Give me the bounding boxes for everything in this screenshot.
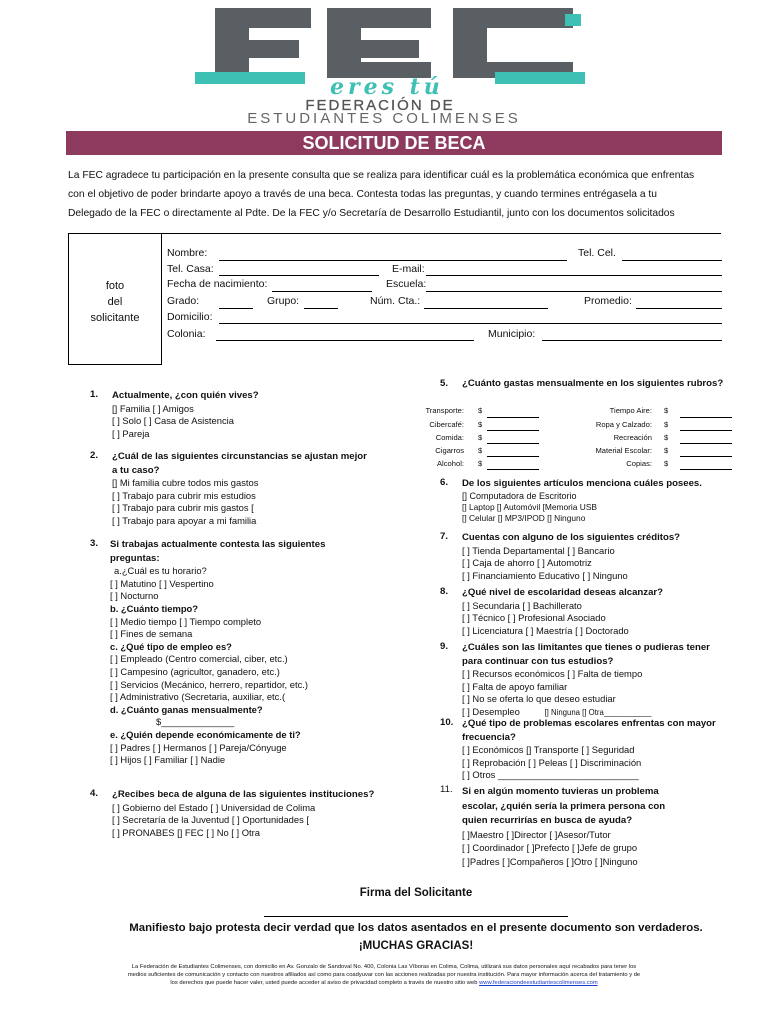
currency-sign: $ bbox=[664, 420, 669, 429]
question-11 bbox=[462, 784, 732, 869]
q4-text: ¿Recibes beca de alguna de las siguientes instituciones? bbox=[112, 789, 375, 800]
currency-sign: $ bbox=[664, 433, 669, 442]
q11-option[interactable]: [ ]Maestro [ ]Director [ ]Asesor/Tutor bbox=[462, 828, 611, 840]
promedio-field[interactable] bbox=[636, 308, 722, 309]
question-8 bbox=[462, 586, 732, 637]
currency-sign: $ bbox=[664, 446, 669, 455]
q11-number: 11. bbox=[440, 784, 453, 795]
question-10 bbox=[462, 717, 732, 782]
fecha-nac-label: Fecha de nacimiento: bbox=[167, 278, 268, 290]
question-2 bbox=[112, 450, 392, 528]
form-top-border bbox=[161, 233, 721, 364]
q3-line: a.¿Cuál es tu horario? bbox=[114, 565, 207, 577]
firma-line[interactable] bbox=[264, 916, 568, 917]
q7-number: 7. bbox=[440, 531, 449, 542]
currency-sign: $ bbox=[478, 433, 483, 442]
footer-line bbox=[74, 979, 694, 987]
expense-label: Cibercafé: bbox=[429, 420, 464, 429]
firma-label: Firma del Solicitante bbox=[359, 887, 473, 899]
q3-option[interactable]: [ ] Matutino [ ] Vespertino bbox=[110, 577, 214, 589]
tel-cel-label: Tel. Cel. bbox=[578, 247, 616, 259]
q3-option[interactable]: [ ] Padres [ ] Hermanos [ ] Pareja/Cónyuge bbox=[110, 741, 287, 753]
grado-field[interactable] bbox=[219, 308, 253, 309]
q7-text: Cuentas con alguno de los siguientes créditos? bbox=[462, 532, 681, 543]
expense-label: Comida: bbox=[435, 433, 464, 442]
q2-text: a tu caso? bbox=[112, 464, 160, 476]
colonia-label: Colonia: bbox=[167, 328, 206, 340]
escuela-field[interactable] bbox=[426, 291, 722, 292]
intro-line: Delegado de la FEC o directamente al Pdte. De la FEC y/o Secretaría de Desarrollo Estudiantil, junto con los documentos solicitados bbox=[68, 208, 675, 219]
q6-option[interactable]: [] Celular [] MP3/IPOD [] Ninguno bbox=[462, 512, 586, 523]
q9-option[interactable]: [ ] Desempleo bbox=[462, 705, 520, 717]
expense-label: Ropa y Calzado: bbox=[595, 420, 652, 429]
q9-option[interactable]: [ ] No se oferta lo que deseo estudiar bbox=[462, 693, 616, 705]
q9-option[interactable]: [ ] Falta de apoyo familiar bbox=[462, 680, 568, 692]
q11-option[interactable]: [ ] Coordinador [ ]Prefecto [ ]Jefe de grupo bbox=[462, 842, 638, 854]
footer-link[interactable]: www.federaciondeestudiantescolimenses.com bbox=[479, 980, 598, 987]
fecha-nac-field[interactable] bbox=[272, 291, 372, 292]
expense-label: Alcohol: bbox=[436, 459, 464, 468]
q11-text: quien recurrirías en busca de ayuda? bbox=[462, 815, 633, 827]
footer-line: La Federación de Estudiantes Colimenses, con domicilio en Av. Gonzalo de Sandoval No. 400, Colonia Las Víboras en Colima, Colima, utilizará sus datos personales aquí recabados para tener los bbox=[131, 964, 637, 970]
q10-option[interactable]: [ ] Otros ___________________________ bbox=[462, 769, 639, 781]
q9-option[interactable]: [] Ninguna [] Otra___________ bbox=[544, 707, 652, 717]
expense-label: Cigarros bbox=[435, 446, 464, 455]
q8-option[interactable]: [ ] Técnico [ ] Profesional Asociado bbox=[462, 612, 606, 624]
q2-option[interactable]: [ ] Trabajo para cubrir mis estudios bbox=[112, 489, 256, 501]
q3-option[interactable]: [ ] Hijos [ ] Familiar [ ] Nadie bbox=[110, 754, 226, 766]
q7-option[interactable]: [ ] Financiamiento Educativo [ ] Ninguno bbox=[462, 569, 628, 581]
municipio-label: Municipio: bbox=[488, 328, 536, 340]
q1-option[interactable]: [ ] Pareja bbox=[112, 427, 150, 439]
q5-text: ¿Cuánto gastas mensualmente en los siguientes rubros? bbox=[462, 378, 724, 389]
q3-line: e. ¿Quién depende económicamente de ti? bbox=[110, 728, 301, 740]
expense-label: Recreación bbox=[613, 433, 652, 442]
q9-text: para continuar con tus estudios? bbox=[462, 655, 614, 667]
footer-line: medios suficientes de comunicación y contacto con nuestros afiliados así como para coadyuvar con las acciones realizadas por nuestra institución. Para mayor información acerca del tratamiento y de bbox=[127, 972, 641, 979]
expense-label: Material Escolar: bbox=[595, 446, 652, 455]
q6-option[interactable]: [] Laptop [] Automóvil [Memoria USB bbox=[462, 501, 597, 512]
q10-option[interactable]: [ ] Económicos [] Transporte [ ] Seguridad bbox=[462, 744, 635, 756]
q3-line: b. ¿Cuánto tiempo? bbox=[110, 602, 199, 614]
question-9 bbox=[462, 641, 732, 719]
q3-option[interactable]: [ ] Fines de semana bbox=[110, 628, 193, 640]
question-4 bbox=[112, 788, 402, 839]
promedio-label: Promedio: bbox=[584, 295, 632, 307]
question-3 bbox=[110, 538, 392, 767]
page-title: SOLICITUD DE BECA bbox=[66, 131, 722, 155]
q8-option[interactable]: [ ] Licenciatura [ ] Maestría [ ] Doctorado bbox=[462, 624, 629, 636]
q3-number: 3. bbox=[90, 538, 99, 549]
q1-text: Actualmente, ¿con quién vives? bbox=[112, 390, 259, 401]
photo-label: del bbox=[107, 296, 123, 308]
domicilio-field[interactable] bbox=[219, 323, 722, 324]
q3-text: preguntas: bbox=[110, 552, 160, 564]
q9-option[interactable]: [ ] Recursos económicos [ ] Falta de tiempo bbox=[462, 668, 643, 680]
domicilio-label: Domicilio: bbox=[167, 311, 213, 323]
grupo-field[interactable] bbox=[304, 308, 338, 309]
q3-option[interactable]: [ ] Empleado (Centro comercial, ciber, etc.) bbox=[110, 653, 288, 665]
q1-option[interactable]: [] Familia [ ] Amigos bbox=[112, 402, 194, 414]
expense-field[interactable] bbox=[487, 469, 539, 470]
question-7 bbox=[462, 531, 732, 582]
expense-field[interactable] bbox=[680, 443, 732, 444]
q11-text: Si en algún momento tuvieras un problema bbox=[462, 786, 659, 797]
nombre-field[interactable] bbox=[219, 260, 567, 261]
photo-label: foto bbox=[105, 280, 125, 292]
q7-option[interactable]: [ ] Tienda Departamental [ ] Bancario bbox=[462, 544, 615, 556]
tel-casa-field[interactable] bbox=[219, 275, 379, 276]
q3-line: d. ¿Cuánto ganas mensualmente? bbox=[110, 703, 263, 715]
currency-sign: $ bbox=[478, 446, 483, 455]
q2-option[interactable]: [] Mi familia cubre todos mis gastos bbox=[112, 477, 259, 489]
q6-option[interactable]: [] Computadora de Escritorio bbox=[462, 490, 577, 501]
currency-sign: $ bbox=[478, 459, 483, 468]
intro-paragraph bbox=[68, 166, 720, 223]
q2-text: ¿Cuál de las siguientes circunstancias se ajustan mejor bbox=[112, 451, 367, 462]
q5-number: 5. bbox=[440, 378, 449, 389]
q4-option[interactable]: [ ] Secretaría de la Juventud [ ] Oportunidades [ bbox=[112, 814, 309, 826]
intro-line: con el objetivo de poder brindarte apoyo a través de una beca. Contesta todas las preguntas, y cuando termines entrégasela a tu bbox=[68, 189, 658, 200]
logo-org-line1: FEDERACIÓN DE bbox=[305, 97, 455, 114]
currency-sign: $ bbox=[478, 420, 483, 429]
email-label: E-mail: bbox=[392, 263, 425, 275]
q9-text: ¿Cuáles son las limitantes que tienes o pudieras tener bbox=[462, 642, 710, 653]
num-cta-label: Núm. Cta.: bbox=[370, 295, 421, 307]
tel-cel-field[interactable] bbox=[622, 260, 722, 261]
q11-text: escolar, ¿quién sería la primera persona con bbox=[462, 800, 666, 812]
q10-text: ¿Qué tipo de problemas escolares enfrentas con mayor bbox=[462, 718, 716, 729]
q8-text: ¿Qué nivel de escolaridad deseas alcanzar? bbox=[462, 587, 664, 598]
intro-line: La FEC agradece tu participación en la presente consulta que se realiza para identificar cuál es la problemática económica que enfrentas bbox=[68, 170, 695, 181]
q3-option[interactable]: [ ] Medio tiempo [ ] Tiempo completo bbox=[110, 615, 262, 627]
q2-option[interactable]: [ ] Trabajo para apoyar a mi familia bbox=[112, 514, 257, 526]
expense-label: Copias: bbox=[626, 459, 652, 468]
expense-field[interactable] bbox=[487, 456, 539, 457]
q2-number: 2. bbox=[90, 450, 99, 461]
q6-number: 6. bbox=[440, 477, 449, 488]
expense-field[interactable] bbox=[487, 430, 539, 431]
expense-field[interactable] bbox=[680, 430, 732, 431]
q4-option[interactable]: [ ] Gobierno del Estado [ ] Universidad de Colima bbox=[112, 801, 316, 813]
q10-text: frecuencia? bbox=[462, 731, 516, 743]
q4-number: 4. bbox=[90, 788, 99, 799]
grado-label: Grado: bbox=[167, 295, 200, 307]
q3-text: Si trabajas actualmente contesta las siguientes bbox=[110, 539, 326, 550]
footer-text: los derechos que puede hacer valer, usted puede acceder al aviso de privacidad completo a través de nuestro sitio web bbox=[170, 980, 478, 987]
municipio-field[interactable] bbox=[542, 340, 722, 341]
q6-text: De los siguientes artículos menciona cuáles posees. bbox=[462, 478, 702, 489]
photo-box[interactable] bbox=[68, 233, 162, 365]
currency-sign: $ bbox=[664, 459, 669, 468]
num-cta-field[interactable] bbox=[424, 308, 548, 309]
q3-line: c. ¿Qué tipo de empleo es? bbox=[110, 640, 232, 652]
q8-number: 8. bbox=[440, 586, 449, 597]
expense-field[interactable] bbox=[680, 469, 732, 470]
q3-option[interactable]: [ ] Nocturno bbox=[110, 590, 159, 602]
q1-number: 1. bbox=[90, 389, 99, 400]
email-field[interactable] bbox=[426, 275, 722, 276]
q2-option[interactable]: [ ] Trabajo para cubrir mis gastos [ bbox=[112, 502, 254, 514]
q4-option[interactable]: [ ] PRONABES [] FEC [ ] No [ ] Otra bbox=[112, 826, 260, 838]
q3-option[interactable]: [ ] Administrativo (Secretaria, auxiliar, etc.( bbox=[110, 691, 286, 703]
gracias-text: ¡MUCHAS GRACIAS! bbox=[358, 940, 474, 952]
expense-label: Transporte: bbox=[425, 406, 464, 415]
logo-tagline: eres tú bbox=[330, 74, 444, 100]
expense-field[interactable] bbox=[487, 417, 539, 418]
expense-field[interactable] bbox=[680, 417, 732, 418]
q8-option[interactable]: [ ] Secundaria [ ] Bachillerato bbox=[462, 599, 582, 611]
photo-label: solicitante bbox=[90, 312, 140, 324]
q9-number: 9. bbox=[440, 641, 449, 652]
currency-sign: $ bbox=[478, 406, 483, 415]
tel-casa-label: Tel. Casa: bbox=[167, 263, 214, 275]
question-1 bbox=[112, 389, 259, 440]
colonia-field[interactable] bbox=[216, 340, 474, 341]
q3-option[interactable]: [ ] Servicios (Mecánico, herrero, repartidor, etc.) bbox=[110, 678, 308, 690]
currency-sign: $ bbox=[664, 406, 669, 415]
question-6 bbox=[462, 477, 732, 524]
logo-org-line2: ESTUDIANTES COLIMENSES bbox=[247, 110, 521, 127]
nombre-label: Nombre: bbox=[167, 247, 208, 259]
q3-option[interactable]: [ ] Campesino (agricultor, ganadero, etc.) bbox=[110, 665, 280, 677]
manifiesto-text: Manifiesto bajo protesta decir verdad que los datos asentados en el presente documento son verdaderos. bbox=[129, 922, 703, 934]
expense-field[interactable] bbox=[680, 456, 732, 457]
q11-option[interactable]: [ ]Padres [ ]Compañeros [ ]Otro [ ]Ninguno bbox=[462, 855, 638, 867]
expense-label: Tiempo Aire: bbox=[609, 406, 652, 415]
q10-number: 10. bbox=[440, 717, 454, 728]
escuela-label: Escuela: bbox=[386, 278, 427, 290]
grupo-label: Grupo: bbox=[267, 295, 300, 307]
q1-option[interactable]: [ ] Solo [ ] Casa de Asistencia bbox=[112, 415, 234, 427]
q10-option[interactable]: [ ] Reprobación [ ] Peleas [ ] Discriminación bbox=[462, 756, 642, 768]
q7-option[interactable]: [ ] Caja de ahorro [ ] Automotriz bbox=[462, 557, 592, 569]
expense-field[interactable] bbox=[487, 443, 539, 444]
q3-income-field[interactable]: $______________ bbox=[156, 716, 235, 728]
privacy-footer bbox=[74, 963, 694, 988]
